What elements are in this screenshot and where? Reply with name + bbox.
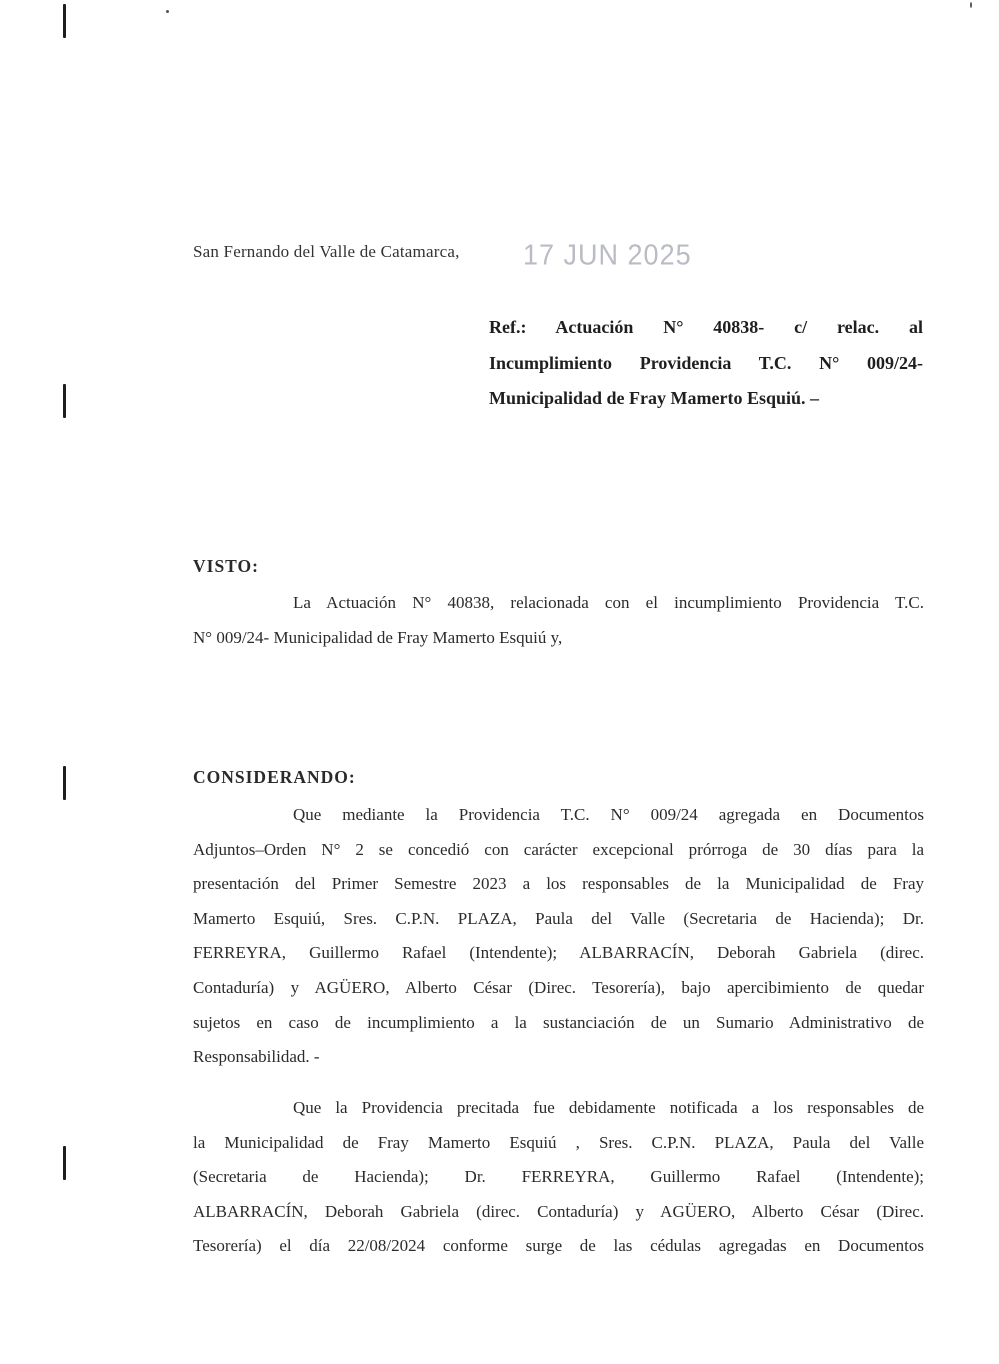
considerando-heading: CONSIDERANDO:	[193, 767, 356, 787]
paragraph-line: Contaduría) y AGÜERO, Alberto César (Direc. Tesorería), bajo apercibimiento de quedar	[193, 977, 924, 997]
paragraph-line: la Municipalidad de Fray Mamerto Esquiú , Sres. C.P.N. PLAZA, Paula del Valle	[193, 1132, 924, 1152]
reference-line: Incumplimiento Providencia T.C. N° 009/24-	[489, 352, 923, 373]
paragraph-line: Mamerto Esquiú, Sres. C.P.N. PLAZA, Paula del Valle (Secretaria de Hacienda); Dr.	[193, 908, 924, 928]
scan-speck	[166, 10, 169, 13]
paragraph-line: sujetos en caso de incumplimiento a la sustanciación de un Sumario Administrativo de	[193, 1012, 924, 1032]
margin-punch-mark	[63, 4, 66, 38]
paragraph-line: FERREYRA, Guillermo Rafael (Intendente); ALBARRACÍN, Deborah Gabriela (direc.	[193, 943, 924, 963]
paragraph-line: presentación del Primer Semestre 2023 a los responsables de la Municipalidad de Fray	[193, 874, 924, 894]
paragraph-line: N° 009/24- Municipalidad de Fray Mamerto Esquiú y,	[193, 627, 563, 647]
reference-line: Ref.: Actuación N° 40838- c/ relac. al	[489, 317, 923, 337]
date-stamp: 17 JUN 2025	[523, 239, 692, 271]
considerando-paragraph-2	[193, 1091, 924, 1264]
paragraph-line: La Actuación N° 40838, relacionada con el incumplimiento Providencia T.C.	[293, 593, 924, 612]
paragraph-line: Que mediante la Providencia T.C. N° 009/24 agregada en Documentos	[293, 805, 924, 824]
paragraph-line: Adjuntos–Orden N° 2 se concedió con carácter excepcional prórroga de 30 días para la	[193, 839, 924, 859]
reference-line: Municipalidad de Fray Mamerto Esquiú. –	[489, 388, 820, 408]
paragraph-line: (Secretaria de Hacienda); Dr. FERREYRA, Guillermo Rafael (Intendente);	[193, 1167, 924, 1187]
paragraph-line: ALBARRACÍN, Deborah Gabriela (direc. Contaduría) y AGÜERO, Alberto César (Direc.	[193, 1201, 924, 1221]
margin-punch-mark	[63, 766, 66, 800]
paragraph-line: Responsabilidad. -	[193, 1047, 320, 1067]
place-line: San Fernando del Valle de Catamarca,	[193, 242, 460, 261]
paragraph-line: Que la Providencia precitada fue debidamente notificada a los responsables de	[293, 1098, 924, 1117]
scan-speck	[970, 2, 972, 8]
visto-paragraph	[193, 586, 924, 655]
margin-punch-mark	[63, 1146, 66, 1180]
paragraph-line: Tesorería) el día 22/08/2024 conforme surge de las cédulas agregadas en Documentos	[193, 1236, 924, 1256]
margin-punch-mark	[63, 384, 66, 418]
considerando-paragraph-1	[193, 798, 924, 1075]
reference-block	[489, 310, 923, 417]
visto-heading: VISTO:	[193, 556, 259, 576]
